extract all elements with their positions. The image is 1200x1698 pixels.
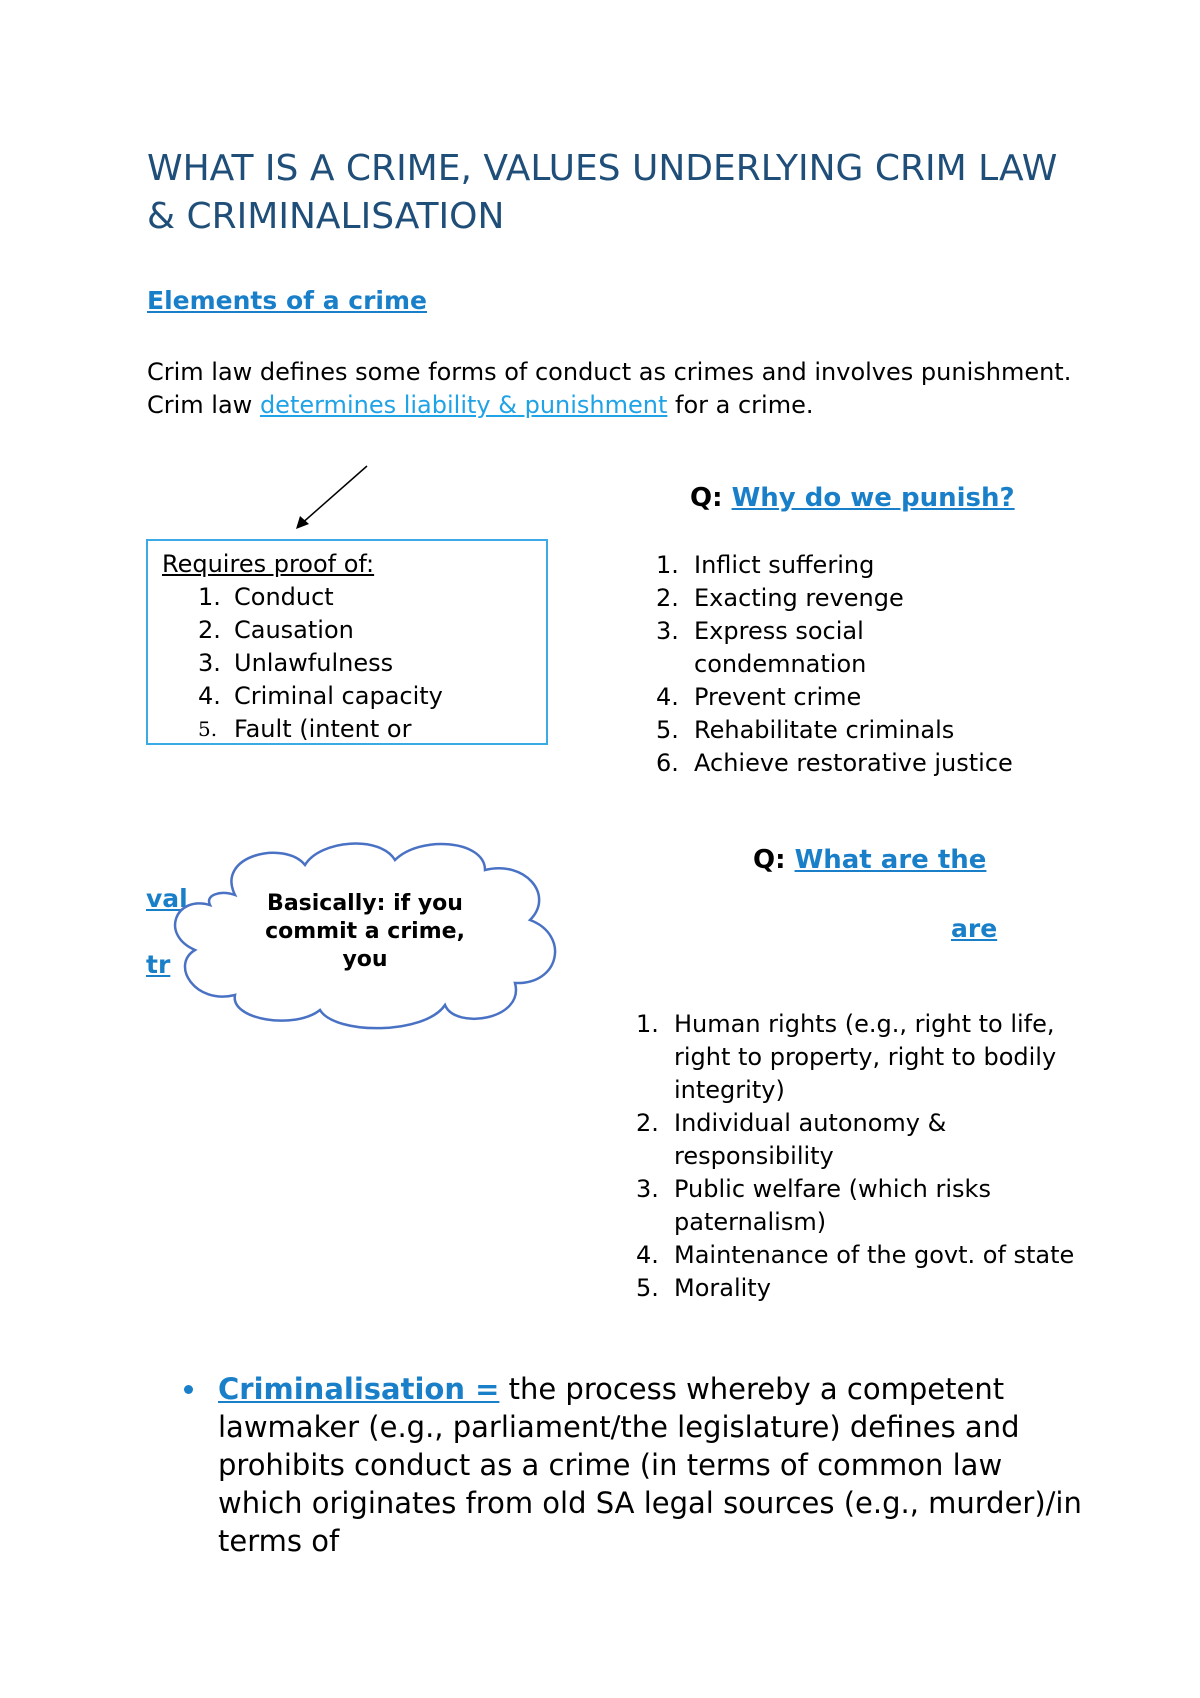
- question-prefix: Q:: [690, 483, 732, 513]
- intro-line-2-suffix: for a crime.: [667, 391, 814, 419]
- proof-item: [162, 680, 546, 713]
- list-item-text: Human rights (e.g., right to life, right to property, right to bodily integrity): [674, 1010, 1057, 1104]
- proof-item-number: 1.: [198, 583, 221, 611]
- list-item-text: Rehabilitate criminals: [694, 716, 955, 744]
- list-item-number: 5.: [656, 716, 679, 744]
- proof-item-text: Fault (intent or: [234, 715, 412, 743]
- proof-item-number: 4.: [198, 682, 221, 710]
- proof-item: [162, 581, 546, 614]
- list-item-number: 3.: [656, 617, 679, 645]
- list-item: [636, 1272, 1086, 1305]
- clipped-text-tr: tr: [146, 950, 171, 979]
- proof-item-number: 3.: [198, 649, 221, 677]
- proof-list: [162, 581, 546, 745]
- punish-reasons-list: [656, 549, 1096, 780]
- clipped-text-val: val: [146, 884, 188, 913]
- cloud-text: Basically: if you commit a crime, you: [265, 891, 465, 972]
- arrow-line: [300, 466, 367, 525]
- proof-item-text: Unlawfulness: [234, 649, 394, 677]
- list-item: [636, 1107, 1074, 1173]
- list-item-text: Prevent crime: [694, 683, 862, 711]
- list-item: [636, 1173, 1104, 1239]
- list-item-text: Morality: [674, 1274, 771, 1302]
- what-are-the-link[interactable]: What are the: [794, 845, 987, 875]
- list-item: [656, 681, 1096, 714]
- criminalisation-bullet: [184, 1370, 1084, 1560]
- list-item: [656, 747, 1034, 780]
- list-item: [636, 1008, 1074, 1107]
- list-item-text: Express social condemnation: [694, 617, 867, 678]
- question-values: [753, 845, 986, 875]
- list-item-number: 3.: [636, 1175, 659, 1203]
- proof-item-text: Criminal capacity: [234, 682, 443, 710]
- proof-item-number: 2.: [198, 616, 221, 644]
- page-title: WHAT IS A CRIME, VALUES UNDERLYING CRIM LAW & CRIMINALISATION: [147, 148, 1058, 237]
- proof-item: [162, 614, 546, 647]
- elements-of-crime-heading[interactable]: Elements of a crime: [147, 286, 427, 315]
- criminalisation-definition: the process whereby a competent lawmaker (e.g., parliament/the legislature) defines and prohibits conduct as a crime (in terms of common law which originates from old SA legal sources (e.g., murder)/in terms of: [218, 1372, 1082, 1558]
- proof-item: [162, 713, 546, 745]
- question-why-punish: [690, 483, 1015, 513]
- values-list: [636, 1008, 1086, 1305]
- list-item-number: 5.: [636, 1274, 659, 1302]
- list-item: [636, 1239, 1094, 1272]
- list-item: [656, 549, 1096, 582]
- list-item-number: 4.: [656, 683, 679, 711]
- proof-item-text: Conduct: [234, 583, 334, 611]
- list-item: [656, 615, 944, 681]
- proof-requirements-box: [146, 539, 548, 745]
- proof-item-number: 5.: [198, 717, 218, 741]
- list-item-number: 2.: [636, 1109, 659, 1137]
- question-prefix: Q:: [753, 845, 795, 875]
- intro-line-1: Crim law defines some forms of conduct as crimes and involves punishment.: [147, 358, 1072, 386]
- list-item-text: Exacting revenge: [694, 584, 904, 612]
- list-item: [656, 714, 1096, 747]
- list-item-text: Achieve restorative justice: [694, 749, 1013, 777]
- list-item-number: 2.: [656, 584, 679, 612]
- list-item-number: 6.: [656, 749, 679, 777]
- proof-box-heading: Requires proof of:: [162, 550, 375, 578]
- list-item-text: Individual autonomy & responsibility: [674, 1109, 947, 1170]
- list-item-number: 1.: [636, 1010, 659, 1038]
- list-item-text: Inflict suffering: [694, 551, 875, 579]
- list-item-text: Maintenance of the govt. of state: [674, 1241, 1075, 1269]
- criminalisation-text: [218, 1370, 1084, 1560]
- why-punish-link[interactable]: Why do we punish?: [731, 483, 1015, 513]
- question-values-continuation[interactable]: are: [951, 914, 998, 943]
- intro-line-2-prefix: Crim law: [147, 391, 260, 419]
- proof-item-text: Causation: [234, 616, 354, 644]
- list-item: [656, 582, 1096, 615]
- list-item-number: 4.: [636, 1241, 659, 1269]
- list-item-number: 1.: [656, 551, 679, 579]
- liability-punishment-link[interactable]: determines liability & punishment: [259, 391, 668, 419]
- list-item-text: Public welfare (which risks paternalism): [674, 1175, 991, 1236]
- criminalisation-term-link[interactable]: Criminalisation =: [218, 1372, 500, 1406]
- proof-item: [162, 647, 546, 680]
- bullet-dot: [184, 1385, 193, 1394]
